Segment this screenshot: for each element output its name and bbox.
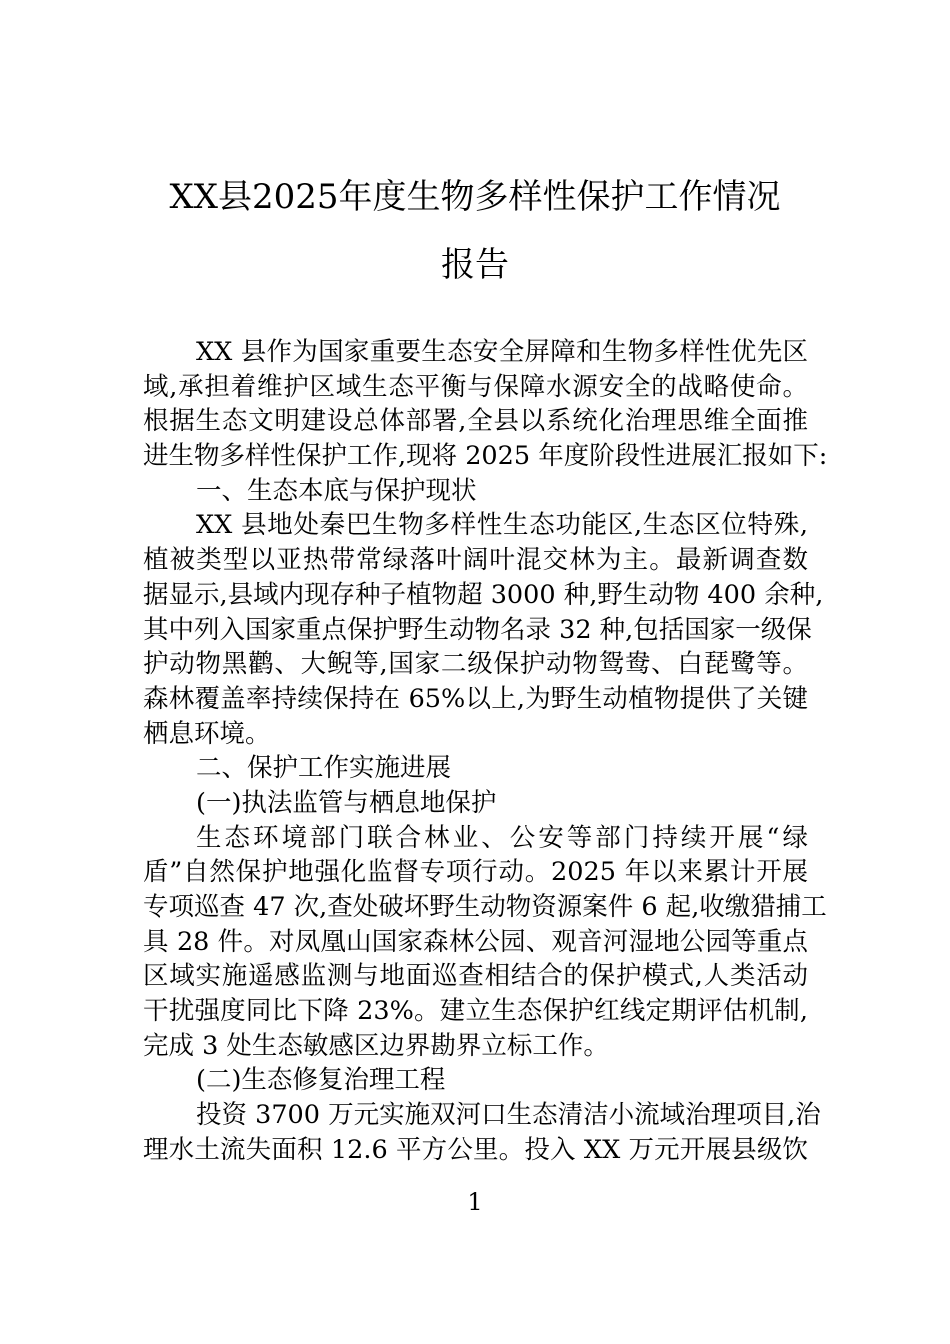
paragraph-line: 完成 3 处生态敏感区边界勘界立标工作。	[143, 1030, 609, 1061]
section-heading: 一、生态本底与保护现状	[196, 475, 477, 506]
paragraph-line: 投资 3700 万元实施双河口生态清洁小流域治理项目,治	[196, 1100, 821, 1131]
paragraph-line: XX 县作为国家重要生态安全屏障和生物多样性优先区	[196, 337, 808, 367]
paragraph-line: 专项巡查 47 次,查处破坏野生动物资源案件 6 起,收缴猎捕工	[143, 892, 827, 922]
paragraph-line: 植被类型以亚热带常绿落叶阔叶混交林为主。最新调查数	[143, 545, 808, 576]
paragraph-line: 区域实施遥感监测与地面巡查相结合的保护模式,人类活动	[143, 961, 808, 992]
paragraph-line: 盾”自然保护地强化监督专项行动。2025 年以来累计开展	[143, 857, 808, 888]
paragraph-line: 据显示,县域内现存种子植物超 3000 种,野生动物 400 余种,	[143, 579, 824, 610]
paragraph-line: 根据生态文明建设总体部署,全县以系统化治理思维全面推	[143, 406, 808, 437]
document-title: XX县2025年度生物多样性保护工作情况	[169, 177, 781, 217]
section-heading: 二、保护工作实施进展	[196, 753, 452, 784]
subsection-heading: (二)生态修复治理工程	[196, 1065, 446, 1096]
document-title-line-2: 报告	[441, 245, 509, 285]
paragraph-line: 生态环境部门联合林业、公安等部门持续开展“绿	[196, 822, 808, 853]
paragraph-line: 其中列入国家重点保护野生动物名录 32 种,包括国家一级保	[143, 614, 812, 645]
paragraph-line: 栖息环境。	[143, 718, 271, 749]
subsection-heading: (一)执法监管与栖息地保护	[196, 787, 497, 818]
document-body	[143, 335, 828, 1168]
paragraph-line: 进生物多样性保护工作,现将 2025 年度阶段性进展汇报如下:	[143, 441, 828, 472]
paragraph-line: 理水土流失面积 12.6 平方公里。投入 XX 万元开展县级饮	[143, 1134, 808, 1165]
paragraph-line: 森林覆盖率持续保持在 65%以上,为野生动植物提供了关键	[143, 683, 808, 714]
paragraph-line: 护动物黑鹳、大鲵等,国家二级保护动物鸳鸯、白琵鹭等。	[143, 649, 808, 680]
paragraph-line: 域,承担着维护区域生态平衡与保障水源安全的战略使命。	[143, 371, 808, 402]
page-number: 1	[467, 1188, 483, 1216]
paragraph-line: 具 28 件。对凤凰山国家森林公园、观音河湿地公园等重点	[143, 926, 808, 957]
paragraph-line: XX 县地处秦巴生物多样性生态功能区,生态区位特殊,	[196, 510, 808, 541]
paragraph-line: 干扰强度同比下降 23%。建立生态保护红线定期评估机制,	[143, 996, 808, 1027]
